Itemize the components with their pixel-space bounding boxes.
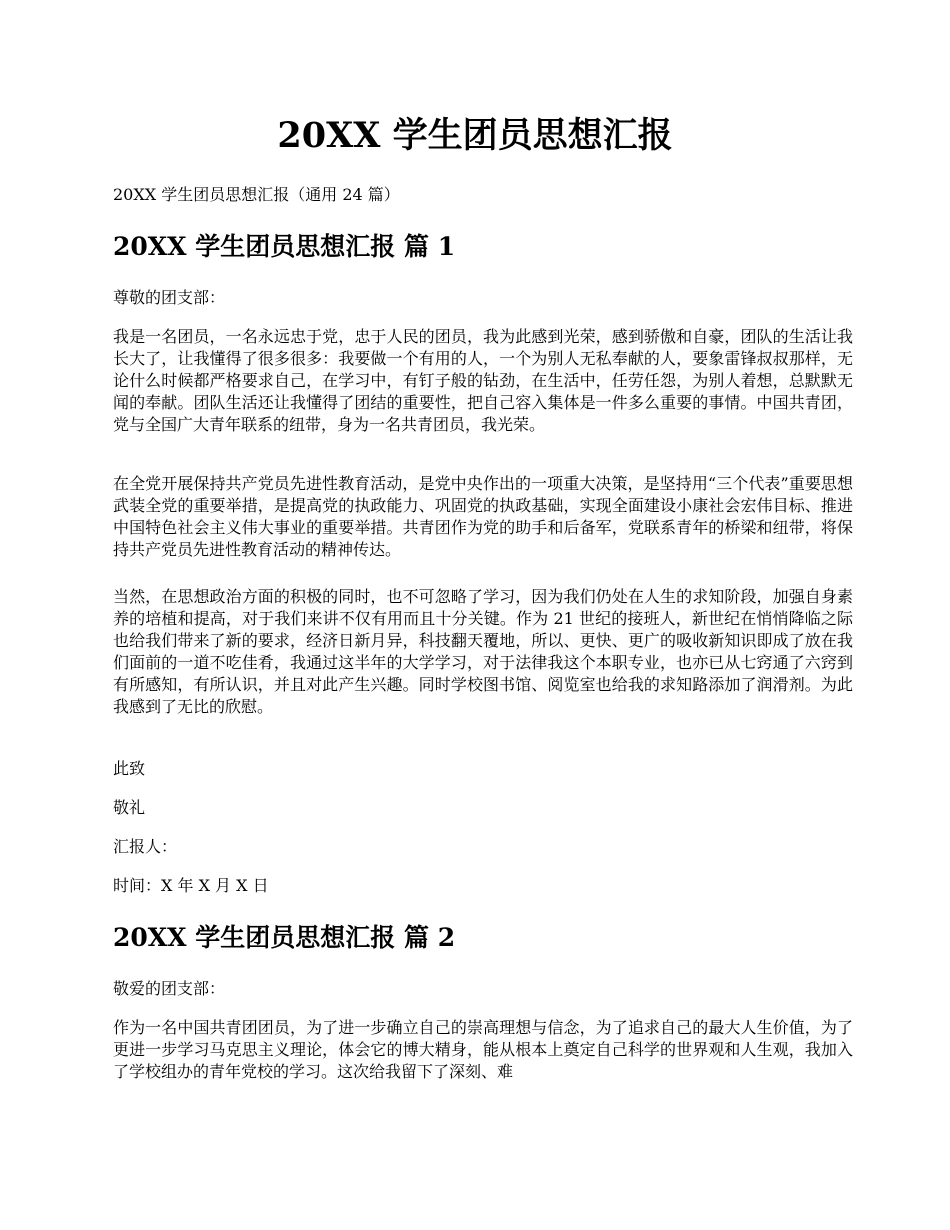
salutation-1: 尊敬的团支部：: [113, 288, 226, 307]
date-1: 时间：X 年 X 月 X 日: [113, 876, 269, 895]
paragraph-1-2: 在全党开展保持共产党员先进性教育活动，是党中央作出的一项重大决策，是坚持用“三个代表”重要思想武装全党的重要举措，是提高党的执政能力、巩固党的执政基础，实现全面建设小康社会宏伟目标、推进中国特色社会主义伟大事业的重要举措。共青团作为党的助手和后备军，党联系青年的桥梁和纽带，将保持共产党员先进性教育活动的精神传达。: [113, 474, 853, 559]
paragraph-2-1: 作为一名中国共青团团员，为了进一步确立自己的崇高理想与信念，为了追求自己的最大人生价值，为了更进一步学习马克思主义理论，体会它的博大精身，能从根本上奠定自己科学的世界观和人生观，我加入了学校组办的青年党校的学习。这次给我留下了深刻、难: [113, 1018, 853, 1081]
section-heading-1: 20XX 学生团员思想汇报 篇 1: [113, 232, 456, 261]
document-subtitle: 20XX 学生团员思想汇报（通用 24 篇）: [113, 185, 400, 204]
section-heading-2: 20XX 学生团员思想汇报 篇 2: [113, 923, 456, 952]
document-title: 20XX 学生团员思想汇报: [277, 115, 673, 156]
paragraph-1-3: 当然，在思想政治方面的积极的同时，也不可忽略了学习，因为我们仍处在人生的求知阶段，加强自身素养的培植和提高，对于我们来讲不仅有用而且十分关键。作为 21 世纪的接班人，新世纪在悄悄降临之际也给我们带来了新的要求，经济日新月异，科技翻天覆地，所以、更快、更广的吸收新知识即成了放在我们面前的一道不吃佳肴，我通过这半年的大学学习，对于法律我这个本职专业，也亦已从七窍通了六窍到有所感知，有所认识，并且对此产生兴趣。同时学校图书馆、阅览室也给我的求知路添加了润滑剂。为此我感到了无比的欣慰。: [113, 587, 853, 716]
regards-1: 敬礼: [113, 798, 146, 817]
closing-1: 此致: [113, 759, 146, 778]
salutation-2: 敬爱的团支部：: [113, 979, 226, 998]
paragraph-1-1: 我是一名团员，一名永远忠于党，忠于人民的团员，我为此感到光荣，感到骄傲和自豪，团队的生活让我长大了，让我懂得了很多很多：我要做一个有用的人，一个为别人无私奉献的人，要象雷锋叔叔那样，无论什么时候都严格要求自己，在学习中，有钉子般的钻劲，在生活中，任劳任怨，为别人着想，总默默无闻的奉献。团队生活还让我懂得了团结的重要性，把自己容入集体是一件多么重要的事情。中国共青团，党与全国广大青年联系的纽带，身为一名共青团员，我光荣。: [113, 327, 853, 434]
reporter-1: 汇报人：: [113, 837, 178, 856]
